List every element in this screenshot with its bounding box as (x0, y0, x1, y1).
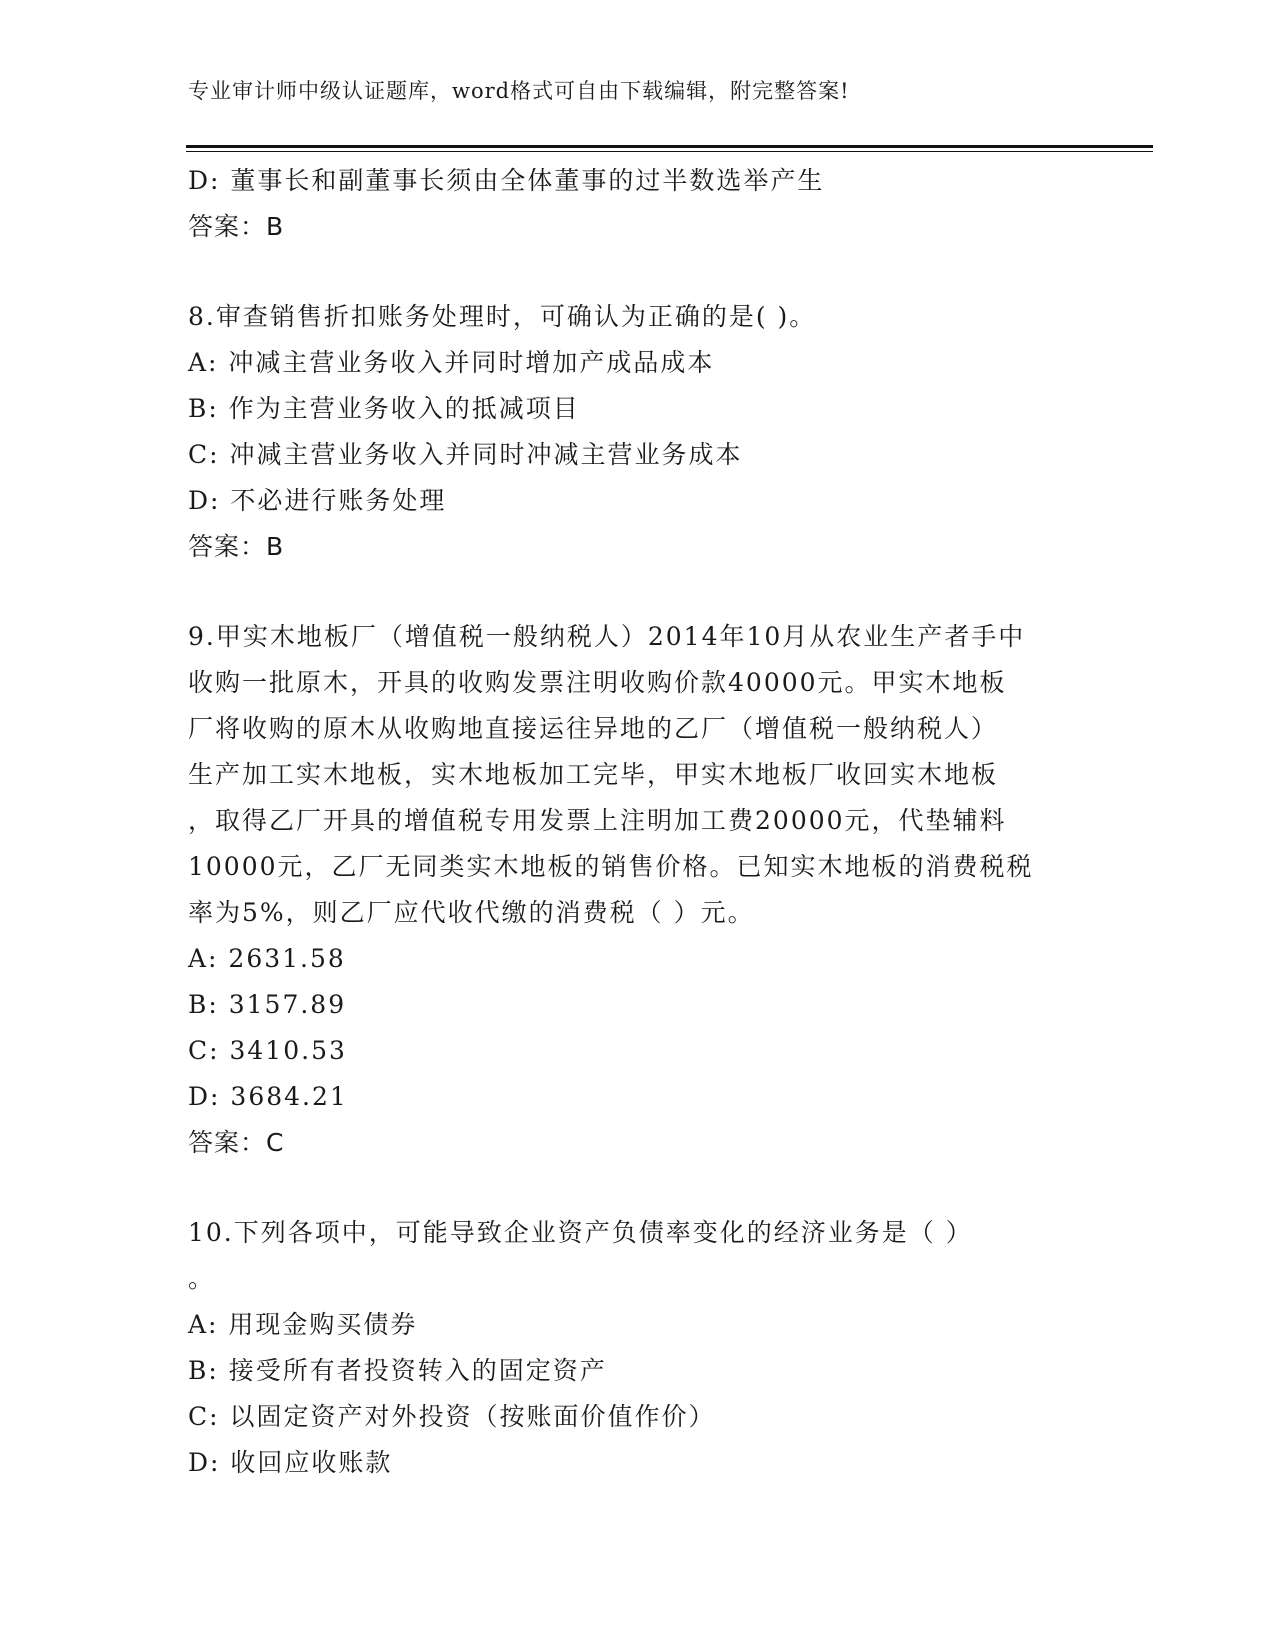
question-stem: 生产加工实木地板，实木地板加工完毕，甲实木地板厂收回实木地板 (188, 760, 999, 789)
option-d: D: 董事长和副董事长须由全体董事的过半数选举产生 (188, 166, 825, 195)
question-stem: 收购一批原木，开具的收购发票注明收购价款40000元。甲实木地板 (188, 668, 1007, 697)
option-d: D: 3684.21 (188, 1082, 348, 1111)
question-stem: ，取得乙厂开具的增值税专用发票上注明加工费20000元，代垫辅料 (188, 806, 1007, 835)
option-b: B: 接受所有者投资转入的固定资产 (188, 1356, 607, 1385)
option-b: B: 作为主营业务收入的抵减项目 (188, 394, 580, 423)
option-a: A: 2631.58 (188, 944, 346, 973)
header-rule-thick (186, 145, 1153, 148)
option-b: B: 3157.89 (188, 990, 347, 1019)
question-stem: 率为5%，则乙厂应代收代缴的消费税（ ）元。 (188, 898, 755, 927)
option-a: A: 用现金购买债券 (188, 1310, 418, 1339)
option-d: D: 不必进行账务处理 (188, 486, 447, 515)
question-stem: 。 (188, 1264, 216, 1293)
question-stem: 8.审查销售折扣账务处理时，可确认为正确的是( )。 (188, 302, 817, 331)
option-d: D: 收回应收账款 (188, 1448, 393, 1477)
question-stem: 厂将收购的原木从收购地直接运往异地的乙厂（增值税一般纳税人） (188, 714, 999, 743)
spacer (188, 250, 1088, 294)
spacer (188, 570, 1088, 614)
option-a: A: 冲减主营业务收入并同时增加产成品成本 (188, 348, 715, 377)
option-c: C: 3410.53 (188, 1036, 347, 1065)
page-header: 专业审计师中级认证题库，word格式可自由下载编辑，附完整答案! (188, 79, 850, 103)
header-rule-thin (186, 151, 1153, 152)
question-stem: 9.甲实木地板厂（增值税一般纳税人）2014年10月从农业生产者手中 (188, 622, 1026, 651)
answer-line: 答案：B (188, 212, 285, 241)
document-body (188, 158, 1088, 1486)
question-stem: 10.下列各项中，可能导致企业资产负债率变化的经济业务是（ ） (188, 1218, 973, 1247)
option-c: C: 冲减主营业务收入并同时冲减主营业务成本 (188, 440, 743, 469)
question-stem: 10000元，乙厂无同类实木地板的销售价格。已知实木地板的消费税税 (188, 852, 1034, 881)
option-c: C: 以固定资产对外投资（按账面价值作价） (188, 1402, 716, 1431)
spacer (188, 1166, 1088, 1210)
answer-line: 答案：C (188, 1128, 285, 1157)
answer-line: 答案：B (188, 532, 285, 561)
